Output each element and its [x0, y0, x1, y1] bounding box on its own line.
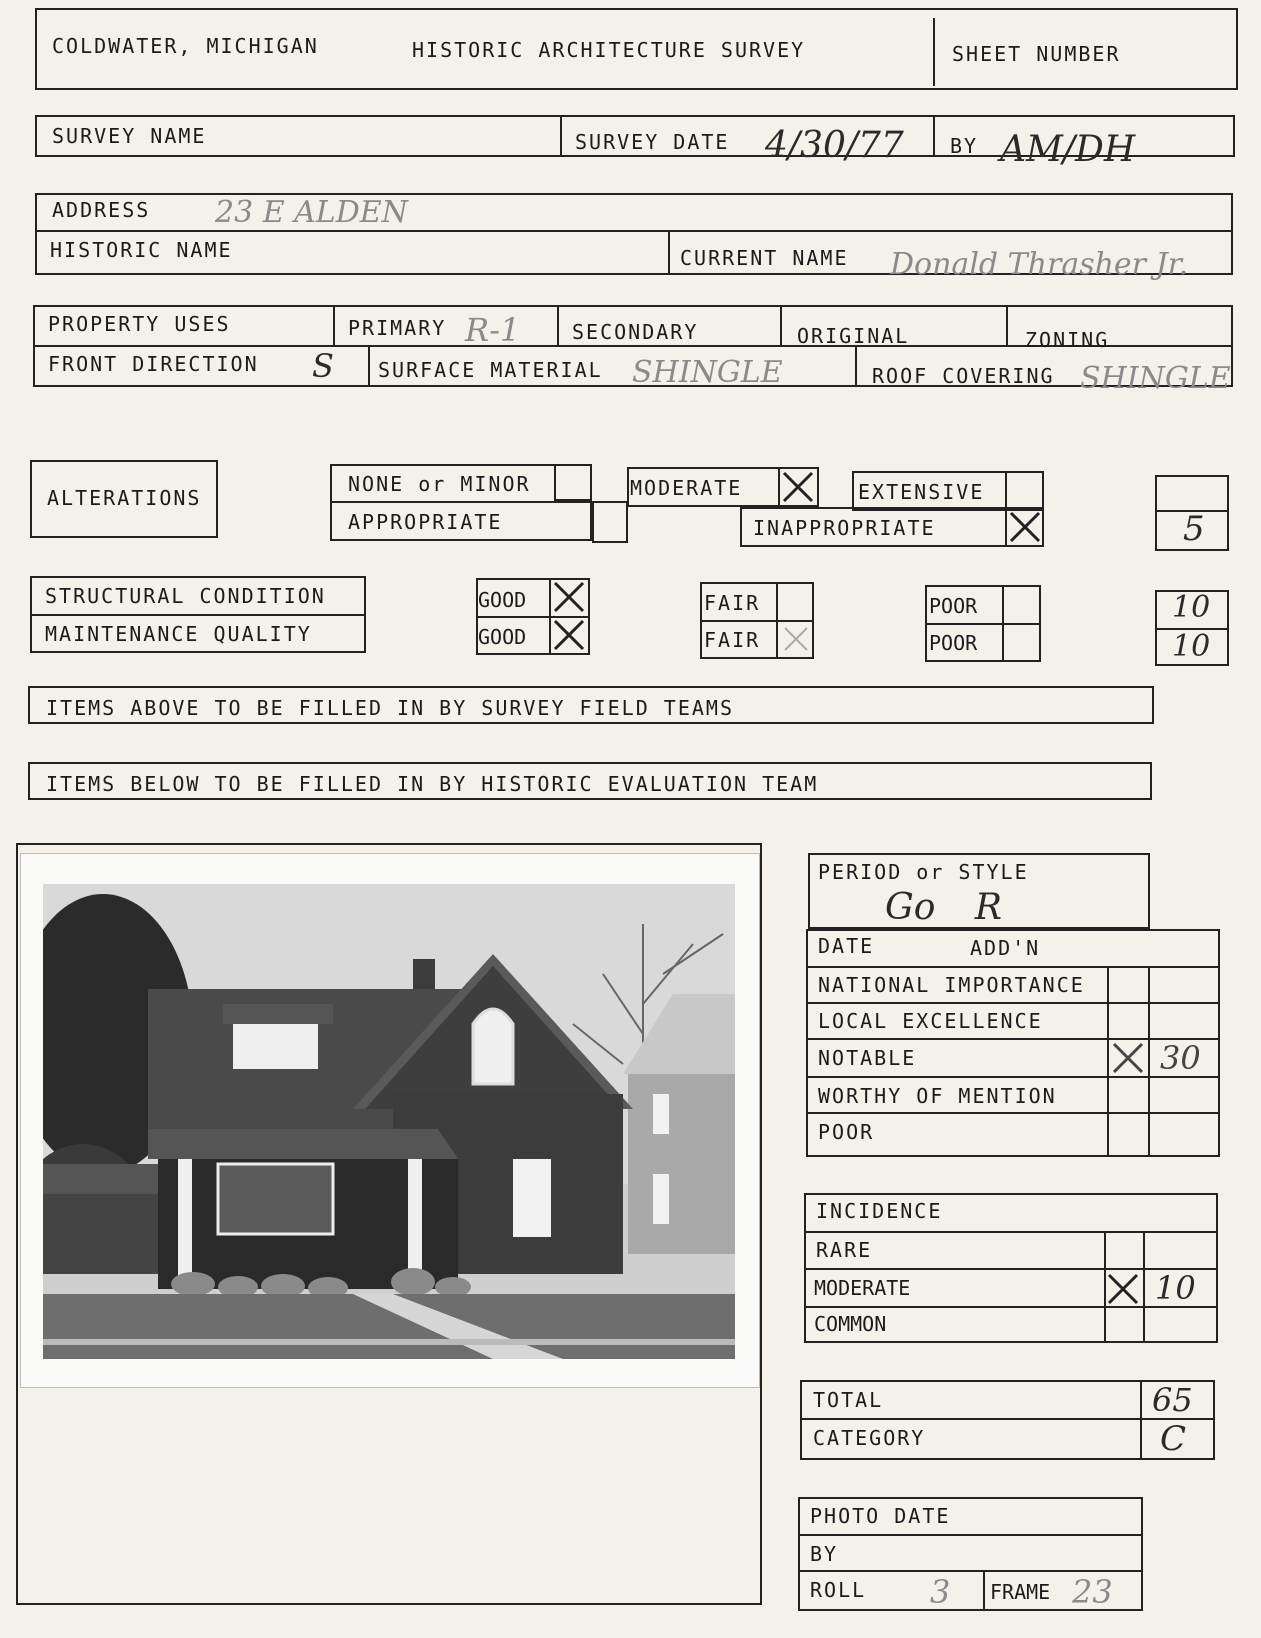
- good-divider: [549, 578, 551, 655]
- frame-label: FRAME: [990, 1580, 1051, 1604]
- inc-row-1: [804, 1231, 1218, 1233]
- structural-poor-label: POOR: [929, 594, 978, 618]
- inappropriate-label: INAPPROPRIATE: [753, 516, 936, 540]
- maintenance-fair-label: FAIR: [704, 628, 761, 652]
- survey-date-label: SURVEY DATE: [575, 130, 730, 154]
- roll-value: 3: [930, 1573, 951, 1611]
- current-name-label: CURRENT NAME: [680, 246, 849, 270]
- address-divider: [35, 230, 1233, 232]
- maintenance-good-label: GOOD: [478, 625, 527, 649]
- maintenance-good-x-mark: [552, 618, 586, 652]
- totals-col: [1140, 1380, 1142, 1460]
- maintenance-quality-label: MAINTENANCE QUALITY: [45, 622, 312, 646]
- appropriate-check[interactable]: [592, 501, 628, 543]
- primary-label: PRIMARY: [348, 316, 447, 340]
- frame-value: 23: [1072, 1573, 1113, 1611]
- imp-row-5: [806, 1112, 1220, 1114]
- structural-good-label: GOOD: [478, 588, 527, 612]
- surface-material-label: SURFACE MATERIAL: [378, 358, 603, 382]
- address-label: ADDRESS: [52, 198, 151, 222]
- poor-divider: [1002, 585, 1004, 662]
- survey-name-label: SURVEY NAME: [52, 124, 207, 148]
- property-div-3: [780, 305, 782, 345]
- front-direction-label: FRONT DIRECTION: [48, 352, 259, 376]
- current-name-value: Donald Thrasher Jr.: [890, 247, 1189, 282]
- eval-poor-label: POOR: [818, 1120, 875, 1144]
- notable-score: 30: [1160, 1039, 1201, 1077]
- moderate-x-mark: [781, 470, 815, 504]
- imp-row-4: [806, 1076, 1220, 1078]
- fair-divider: [776, 582, 778, 659]
- property-div-4: [1006, 305, 1008, 345]
- notable-label: NOTABLE: [818, 1046, 917, 1070]
- photo-info-row-2: [798, 1570, 1143, 1572]
- photo-date-label: PHOTO DATE: [810, 1504, 951, 1528]
- poor-mid: [925, 623, 1041, 625]
- roof-covering-label: ROOF COVERING: [872, 364, 1055, 388]
- imp-col-1: [1107, 966, 1109, 1157]
- total-label: TOTAL: [813, 1388, 884, 1412]
- none-minor-mid: [330, 501, 592, 503]
- alt-moderate-label: MODERATE: [630, 476, 743, 500]
- structural-score: 10: [1172, 590, 1211, 625]
- incidence-label: INCIDENCE: [816, 1199, 943, 1223]
- frame-divider: [983, 1570, 985, 1611]
- worthy-of-mention-label: WORTHY OF MENTION: [818, 1084, 1057, 1108]
- date-label: DATE: [818, 934, 875, 958]
- property-div-1: [333, 305, 335, 345]
- common-label: COMMON: [814, 1312, 887, 1336]
- survey-divider-1: [560, 115, 562, 157]
- current-name-divider: [668, 232, 670, 275]
- roll-label: ROLL: [810, 1578, 867, 1602]
- total-value: 65: [1152, 1381, 1193, 1419]
- original-label: ORIGINAL: [797, 324, 910, 348]
- zoning-label: ZONING: [1025, 328, 1110, 352]
- imp-row-3: [806, 1038, 1220, 1040]
- survey-date-value: 4/30/77: [765, 125, 904, 166]
- extensive-check[interactable]: [1005, 471, 1044, 511]
- inc-moderate-x-mark: [1106, 1272, 1140, 1306]
- condition-label-mid: [30, 614, 366, 616]
- photo-mount: [20, 853, 760, 1388]
- inc-col-2: [1143, 1231, 1145, 1343]
- inc-moderate-score: 10: [1155, 1269, 1196, 1307]
- historic-name-label: HISTORIC NAME: [50, 238, 233, 262]
- addn-label: ADD'N: [970, 936, 1041, 960]
- property-div-6: [855, 345, 857, 387]
- primary-value: R-1: [465, 311, 521, 349]
- maintenance-poor-label: POOR: [929, 631, 978, 655]
- photo-by-label: BY: [810, 1542, 839, 1566]
- sheet-number-divider: [933, 18, 935, 86]
- category-value: C: [1160, 1419, 1187, 1459]
- property-div-5: [368, 345, 370, 387]
- address-value: 23 E ALDEN: [215, 195, 408, 230]
- survey-by-value: AM/DH: [1000, 129, 1136, 170]
- extensive-label: EXTENSIVE: [858, 480, 985, 504]
- national-importance-label: NATIONAL IMPORTANCE: [818, 973, 1085, 997]
- alterations-score: 5: [1183, 509, 1205, 549]
- city-label: COLDWATER, MICHIGAN: [52, 34, 319, 58]
- notable-x-mark: [1111, 1041, 1145, 1075]
- category-label: CATEGORY: [813, 1426, 926, 1450]
- imp-col-2: [1148, 966, 1150, 1157]
- secondary-label: SECONDARY: [572, 320, 699, 344]
- appropriate-label: APPROPRIATE: [348, 510, 503, 534]
- maintenance-fair-x-mark: [779, 622, 813, 656]
- period-style-label: PERIOD or STYLE: [818, 860, 1029, 884]
- structural-fair-label: FAIR: [704, 591, 761, 615]
- structural-good-x-mark: [552, 580, 586, 614]
- imp-row-1: [806, 966, 1220, 968]
- survey-by-label: BY: [950, 134, 979, 158]
- roof-covering-value: SHINGLE: [1080, 361, 1231, 396]
- house-photo: [43, 884, 735, 1359]
- survey-title: HISTORIC ARCHITECTURE SURVEY: [412, 38, 806, 62]
- inc-moderate-label: MODERATE: [814, 1276, 911, 1300]
- note-above: ITEMS ABOVE TO BE FILLED IN BY SURVEY FIELD TEAMS: [46, 696, 735, 720]
- none-minor-label: NONE or MINOR: [348, 472, 531, 496]
- note-below: ITEMS BELOW TO BE FILLED IN BY HISTORIC EVALUATION TEAM: [46, 772, 819, 796]
- alterations-label: ALTERATIONS: [47, 486, 202, 510]
- period-style-value: Go R: [885, 887, 1002, 928]
- sheet-number-label: SHEET NUMBER: [952, 42, 1121, 66]
- none-minor-check[interactable]: [554, 464, 592, 501]
- photo-info-row-1: [798, 1534, 1143, 1536]
- surface-material-value: SHINGLE: [632, 355, 783, 390]
- local-excellence-label: LOCAL EXCELLENCE: [818, 1009, 1043, 1033]
- structural-condition-label: STRUCTURAL CONDITION: [45, 584, 326, 608]
- imp-row-2: [806, 1002, 1220, 1004]
- property-div-2: [557, 305, 559, 345]
- survey-divider-2: [933, 115, 935, 157]
- inappropriate-x-mark: [1008, 510, 1042, 544]
- property-uses-label: PROPERTY USES: [48, 312, 231, 336]
- maintenance-score: 10: [1172, 629, 1211, 664]
- rare-label: RARE: [816, 1238, 873, 1262]
- front-direction-value: S: [312, 347, 334, 385]
